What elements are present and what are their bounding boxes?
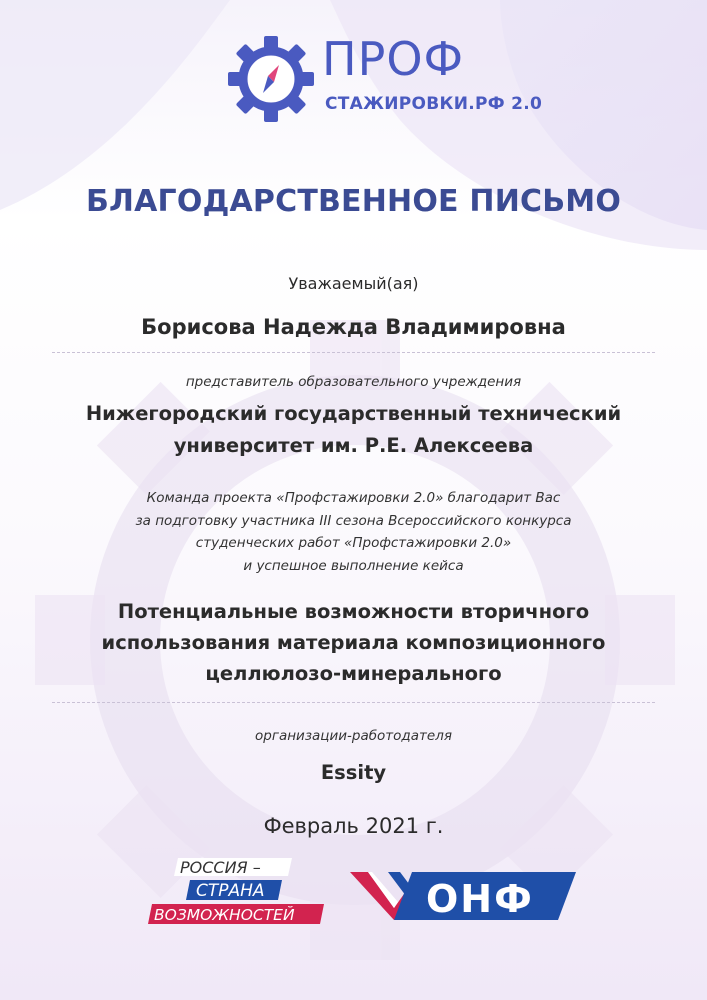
russia-logo-line3: ВОЗМОЖНОСТЕЙ [154,906,295,924]
employer-name: Essity [320,761,387,784]
institution-name [0,398,707,462]
page-title: БЛАГОДАРСТВЕННОЕ ПИСЬМО [85,184,622,219]
logo-subtitle: СТАЖИРОВКИ.РФ 2.0 [325,94,543,114]
case-line: использования материала композиционного [101,631,606,654]
onf-logo-text: ОНФ [426,877,534,921]
logo-title: ПРОФ [322,32,465,86]
employer-role: организации-работодателя [255,728,452,744]
institution-line: Нижегородский государственный технический [85,402,622,425]
thanks-text [0,487,707,577]
thanks-line: и успешное выполнение кейса [243,557,464,574]
russia-logo-line1: РОССИЯ – [180,858,261,877]
divider-top [52,352,655,353]
greeting: Уважаемый(ая) [288,274,419,293]
russia-land-of-opportunity-logo [146,854,326,934]
case-title [0,596,707,689]
thanks-line: Команда проекта «Профстажировки 2.0» благодарит Вас [146,490,561,506]
institution-line: университет им. Р.Е. Алексеева [173,434,534,457]
recipient-name: Борисова Надежда Владимировна [141,315,566,339]
divider-bottom [52,702,655,703]
onf-logo [348,868,576,924]
issue-date: Февраль 2021 г. [263,814,444,838]
thanks-line: студенческих работ «Профстажировки 2.0» [195,535,512,551]
thanks-line: за подготовку участника III сезона Всероссийского конкурса [135,512,572,529]
case-line: целлюлозо-минерального [205,662,502,685]
recipient-role: представитель образовательного учреждения [185,374,522,390]
case-line: Потенциальные возможности вторичного [117,600,590,623]
russia-logo-line2: СТРАНА [196,881,265,901]
compass-gear-icon [228,36,314,122]
